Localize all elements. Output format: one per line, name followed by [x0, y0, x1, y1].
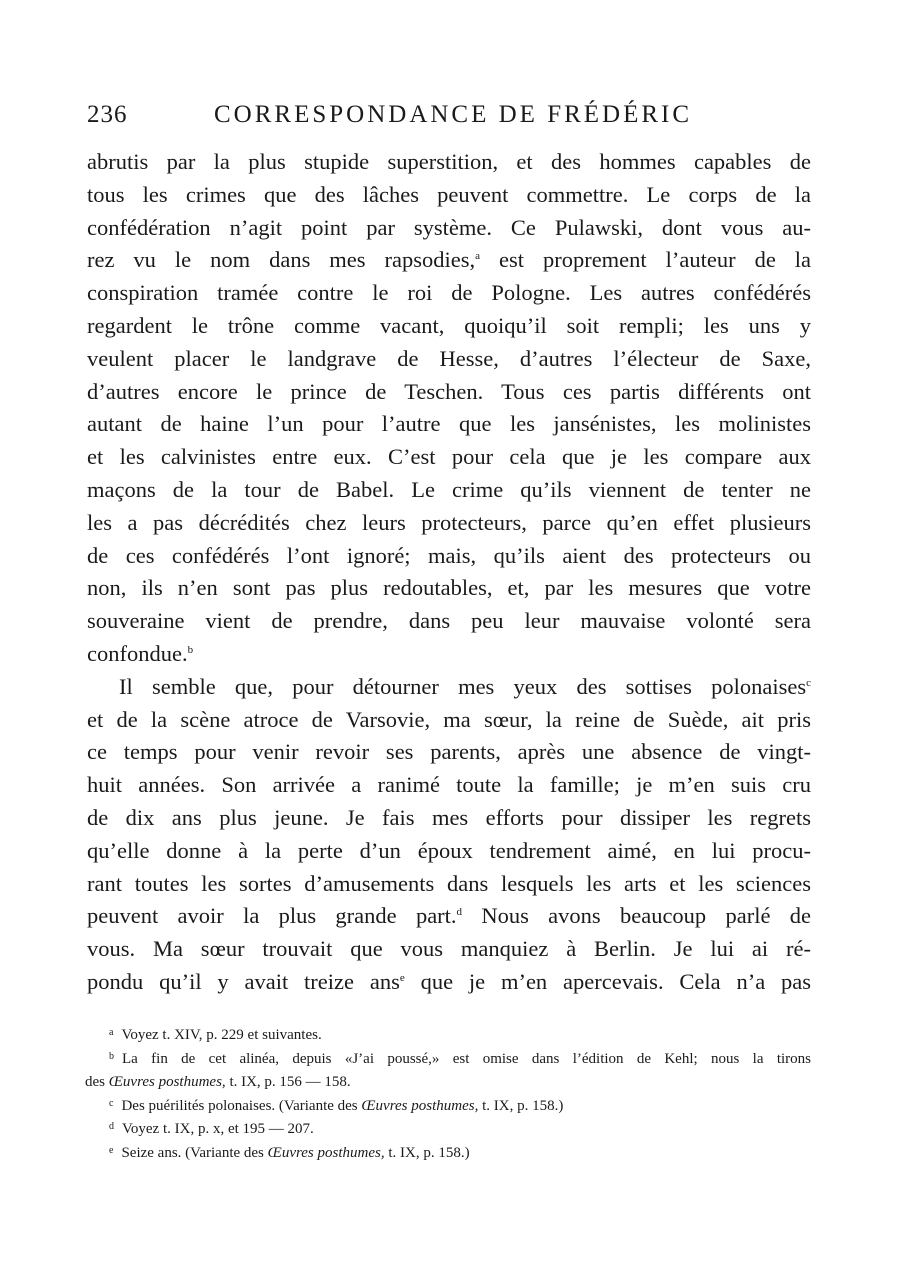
text-line: confondue.$^b$	[87, 640, 194, 666]
footnote-ref-e: e	[399, 971, 405, 984]
footnote-b: $^b$ La fin de cet alinéa, depuis «J’ai poussé,» est omise dans l’édition de Kehl; nous la tirons	[109, 1050, 811, 1067]
text-line: pondu qu’il y avait treize ans$^e$ que je m’en apercevais. Cela n’a pas	[87, 968, 812, 994]
text-line: maçons de la tour de Babel. Le crime qu’ils viennent de tenter ne	[87, 476, 811, 502]
footnote-ref-c: c	[806, 676, 811, 689]
footnote-ref-d: d	[456, 906, 463, 919]
text-line: vous. Ma sœur trouvait que vous manquiez à Berlin. Je lui ai ré-	[87, 936, 811, 962]
text-line: confédération n’agit point par système. Ce Pulawski, dont vous au-	[87, 214, 811, 240]
footnote-ref-b: b	[187, 643, 194, 656]
text-line: tous les crimes que des lâches peuvent commettre. Le corps de la	[87, 181, 811, 207]
body-text	[87, 146, 811, 999]
text-line: les a pas décrédités chez leurs protecteurs, parce qu’en effet plusieurs	[87, 509, 811, 535]
text-line: rez vu le nom dans mes rapsodies,$^a$ est proprement l’auteur de la	[87, 247, 812, 273]
text-line: conspiration tramée contre le roi de Pologne. Les autres confédérés	[87, 280, 811, 306]
text-line: ce temps pour venir revoir ses parents, après une absence de vingt-	[87, 739, 811, 765]
text-line: rant toutes les sortes d’amusements dans lesquels les arts et les sciences	[87, 870, 811, 896]
text-line: peuvent avoir la plus grande part.$^d$ Nous avons beaucoup parlé de	[87, 903, 811, 929]
text-line: qu’elle donne à la perte d’un époux tendrement aimé, en lui procu-	[87, 837, 811, 863]
text-line: abrutis par la plus stupide superstition, et des hommes capables de	[87, 149, 811, 174]
footnote-a: $^a$ Voyez t. XIV, p. 229 et suivantes.	[109, 1027, 322, 1043]
text-line: huit années. Son arrivée a ranimé toute la famille; je m’en suis cru	[87, 772, 811, 798]
footnote-c: $^c$ Des puérilités polonaises. (Variante des Œuvres posthumes, t. IX, p. 158.)	[109, 1097, 564, 1114]
page-number: 236	[87, 101, 128, 128]
text-line: veulent placer le landgrave de Hesse, d’autres l’électeur de Saxe,	[87, 345, 811, 371]
footnote-ref-a: a	[475, 250, 481, 263]
footnote-e: $^e$ Seize ans. (Variante des Œuvres posthumes, t. IX, p. 158.)	[109, 1144, 470, 1161]
running-title: CORRESPONDANCE DE FRÉDÉRIC	[214, 101, 693, 128]
footnotes	[85, 1024, 811, 1165]
text-line: souveraine vient de prendre, dans peu leur mauvaise volonté sera	[87, 608, 811, 634]
text-line: non, ils n’en sont pas plus redoutables, et, par les mesures que votre	[87, 575, 811, 601]
text-line: et les calvinistes entre eux. C’est pour cela que je les compare aux	[87, 444, 811, 470]
footnote-b-continued: des Œuvres posthumes, t. IX, p. 156 — 158.	[85, 1074, 351, 1090]
page-header	[87, 101, 812, 137]
text-line: de ces confédérés l’ont ignoré; mais, qu’ils aient des protecteurs ou	[87, 542, 811, 568]
footnote-d: $^d$ Voyez t. IX, p. x, et 195 — 207.	[109, 1121, 314, 1137]
text-line: Il semble que, pour détourner mes yeux des sottises polonaises$^c$	[119, 673, 811, 699]
text-line: d’autres encore le prince de Teschen. Tous ces partis différents ont	[87, 378, 811, 404]
text-line: regardent le trône comme vacant, quoiqu’il soit rempli; les uns y	[87, 312, 811, 338]
text-line: autant de haine l’un pour l’autre que les jansénistes, les molinistes	[87, 411, 811, 437]
text-line: et de la scène atroce de Varsovie, ma sœur, la reine de Suède, ait pris	[87, 706, 811, 732]
text-line: de dix ans plus jeune. Je fais mes efforts pour dissiper les regrets	[87, 804, 811, 830]
